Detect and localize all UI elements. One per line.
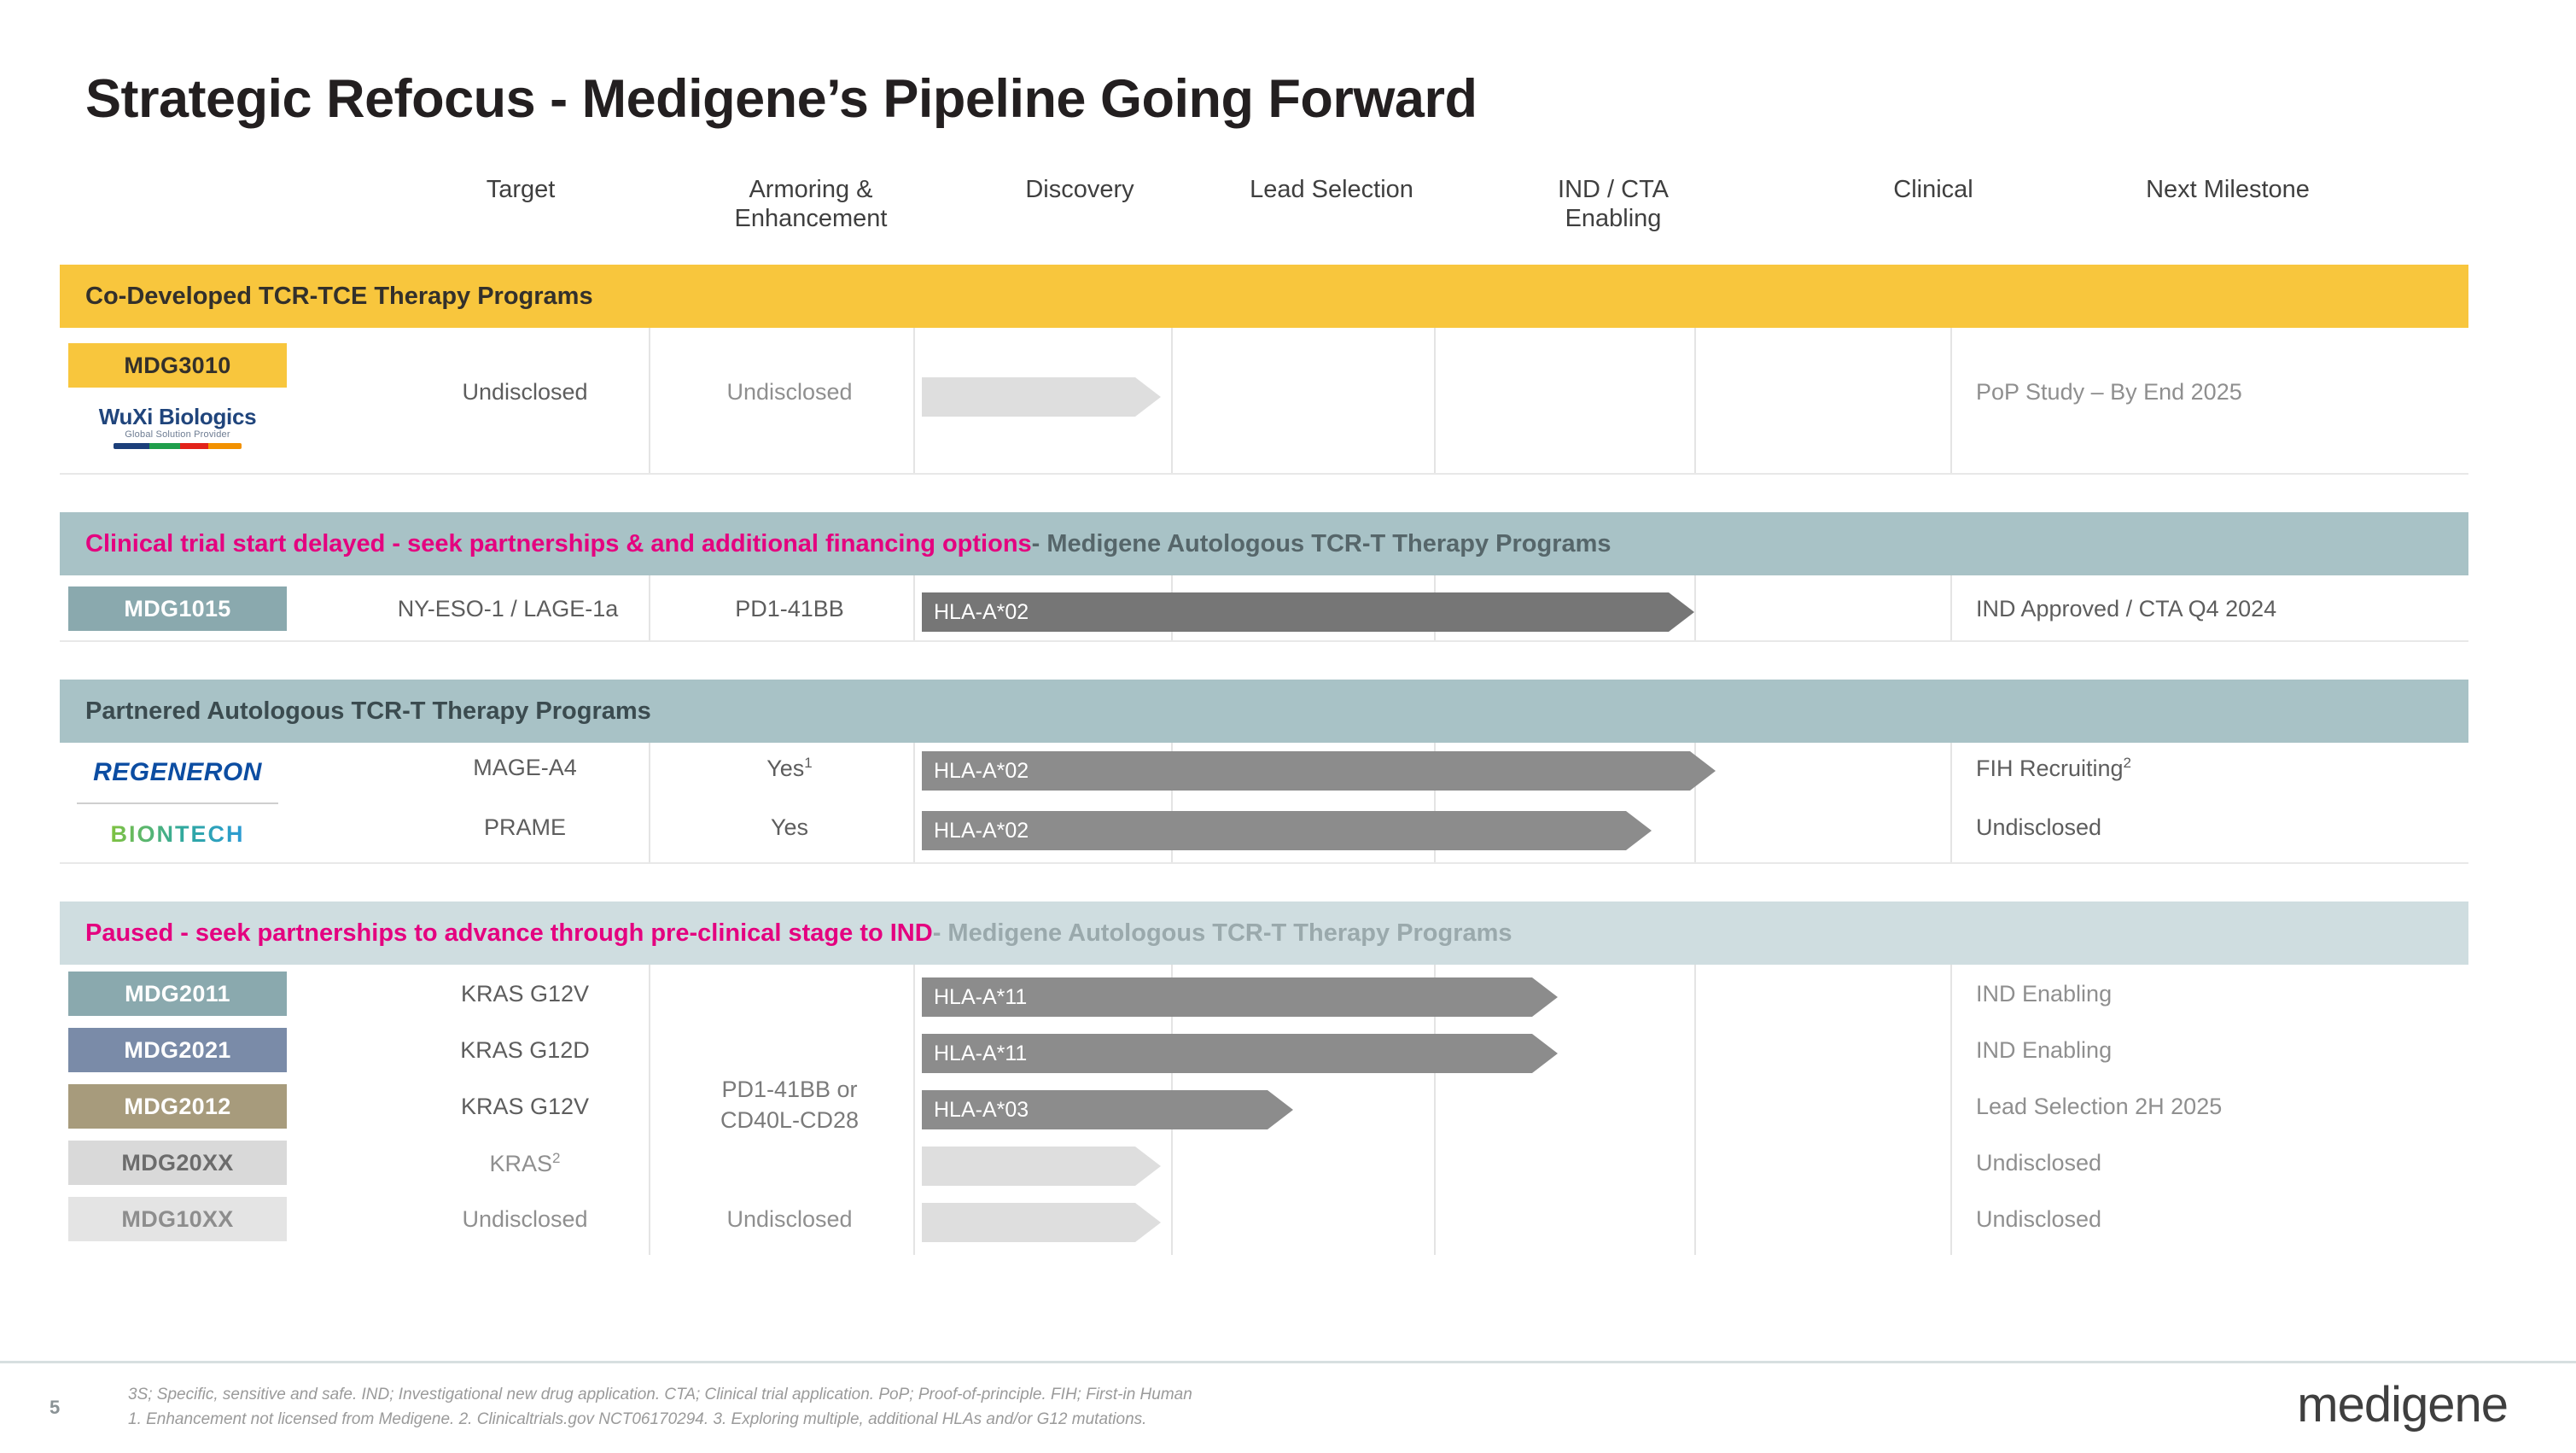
cell-armoring-regeneron [666, 755, 913, 782]
footnote-line-2: 1. Enhancement not licensed from Medigene. 2. Clinicaltrials.gov NCT06170294. 3. Exploring multiple, additional HLAs and/or G12 mutations. [128, 1409, 1147, 1428]
footnote-marker: 2 [552, 1150, 561, 1166]
progress-arrow-mdg2012 [922, 1090, 1293, 1129]
progress-arrow-label: HLA-A*02 [934, 759, 1029, 783]
progress-arrow-mdg1015 [922, 592, 1694, 632]
column-divider [1950, 965, 1952, 1255]
cell-milestone-biontech: Undisclosed [1976, 814, 2102, 840]
column-divider [913, 743, 915, 862]
medigene-logo: medigene [2297, 1377, 2508, 1433]
spacer [60, 864, 2468, 902]
cell-milestone-mdg2011: IND Enabling [1976, 981, 2113, 1007]
column-divider [1950, 743, 1952, 862]
biontech-logo [68, 808, 287, 861]
progress-arrow-label: HLA-A*02 [934, 819, 1029, 843]
cell-milestone-regeneron [1976, 755, 2131, 782]
program-tag-mdg2012[interactable]: MDG2012 [68, 1084, 287, 1129]
cell-milestone-regeneron-text: FIH Recruiting [1976, 756, 2124, 781]
cell-target-mdg20xx-text: KRAS [489, 1151, 553, 1176]
cell-target-mdg2021: KRAS G12D [460, 1037, 590, 1063]
cell-milestone-mdg2021: IND Enabling [1976, 1037, 2113, 1063]
cell-target-mdg2011: KRAS G12V [460, 981, 590, 1007]
section-body-paused [60, 965, 2468, 1255]
cell-armoring-mdg10xx: Undisclosed [726, 1206, 853, 1232]
program-tag-mdg1015[interactable]: MDG1015 [68, 586, 287, 631]
column-divider [1694, 328, 1696, 473]
wuxi-biologics-logo [68, 391, 287, 463]
cell-target-mdg20xx [401, 1150, 649, 1177]
cell-milestone-mdg20xx: Undisclosed [1976, 1150, 2102, 1176]
wuxi-logo-text: WuXi Biologics [98, 403, 257, 429]
progress-arrow-mdg2021 [922, 1034, 1558, 1073]
section-body-partnered [60, 743, 2468, 864]
progress-arrow-label: HLA-A*03 [934, 1098, 1029, 1122]
column-header-armoring [691, 176, 930, 233]
column-header-armoring-line1: Armoring & [749, 176, 873, 203]
cell-target-biontech: PRAME [483, 814, 567, 840]
cell-milestone-mdg1015: IND Approved / CTA Q4 2024 [1976, 596, 2277, 621]
page-title: Strategic Refocus - Medigene’s Pipeline Going Forward [85, 69, 1477, 129]
section-body-co-developed [60, 328, 2468, 475]
progress-arrow-mdg10xx [922, 1203, 1161, 1242]
wuxi-logo-tagline: Global Solution Provider [125, 429, 230, 440]
cell-armoring-shared-line2: CD40L-CD28 [720, 1107, 860, 1134]
column-header-ind-cta [1511, 176, 1716, 233]
progress-arrow-label: HLA-A*02 [934, 600, 1029, 624]
progress-arrow-mdg3010 [922, 377, 1161, 417]
section-band-paused-alert: Paused - seek partnerships to advance through pre-clinical stage to IND [85, 919, 933, 947]
section-band-delayed-alert: Clinical trial start delayed - seek partnerships & and additional financing options [85, 529, 1032, 557]
cell-target-mdg1015: NY-ESO-1 / LAGE-1a [397, 596, 619, 621]
cell-target-regeneron: MAGE-A4 [473, 755, 577, 780]
footer-divider [0, 1361, 2576, 1363]
column-header-target: Target [486, 176, 556, 203]
progress-arrow-mdg20xx [922, 1147, 1161, 1186]
column-divider [649, 743, 650, 862]
section-band-co-developed-title: Co-Developed TCR-TCE Therapy Programs [85, 282, 593, 310]
progress-arrow-label: HLA-A*11 [934, 1042, 1028, 1065]
regeneron-logo [68, 746, 287, 799]
cell-armoring-mdg3010: Undisclosed [726, 379, 853, 405]
logo-divider [77, 802, 278, 804]
program-tag-mdg2021[interactable]: MDG2021 [68, 1028, 287, 1072]
progress-arrow-biontech [922, 811, 1652, 850]
progress-arrow-regeneron [922, 751, 1716, 791]
column-divider [1694, 575, 1696, 640]
column-header-next-milestone: Next Milestone [2146, 176, 2310, 203]
column-divider [1694, 965, 1696, 1255]
cell-armoring-shared [666, 1074, 913, 1136]
column-header-clinical: Clinical [1893, 176, 1973, 203]
column-divider [1950, 328, 1952, 473]
spacer [60, 475, 2468, 512]
progress-arrow-label: HLA-A*11 [934, 985, 1028, 1009]
regeneron-logo-text: REGENERON [93, 758, 262, 786]
footnote-marker: 1 [804, 755, 813, 771]
spacer [60, 642, 2468, 680]
cell-target-mdg10xx: Undisclosed [462, 1206, 588, 1232]
progress-arrow-mdg2011 [922, 977, 1558, 1017]
program-tag-mdg10xx[interactable]: MDG10XX [68, 1197, 287, 1241]
column-header-ind-cta-line1: IND / CTA [1558, 176, 1669, 203]
cell-milestone-mdg2012: Lead Selection 2H 2025 [1976, 1094, 2223, 1119]
column-divider [1434, 328, 1436, 473]
section-band-delayed [60, 512, 2468, 575]
biontech-logo-text: BIONTECH [110, 820, 245, 847]
column-headers [60, 171, 2526, 236]
column-divider [1950, 575, 1952, 640]
footnote-line-1: 3S; Specific, sensitive and safe. IND; Investigational new drug application. CTA; Clinical trial application. PoP; Proof-of-principle. FIH; First-in Human [128, 1386, 1192, 1403]
section-band-paused [60, 902, 2468, 965]
pipeline-table [60, 265, 2468, 1255]
cell-target-mdg2012: KRAS G12V [460, 1094, 590, 1119]
section-band-co-developed [60, 265, 2468, 328]
section-band-partnered-title: Partnered Autologous TCR-T Therapy Programs [85, 697, 651, 725]
cell-target-mdg3010: Undisclosed [462, 379, 588, 405]
cell-armoring-regeneron-text: Yes [766, 756, 805, 781]
footnotes [128, 1383, 1192, 1432]
column-divider [1171, 328, 1173, 473]
column-divider [649, 965, 650, 1255]
cell-armoring-mdg1015: PD1-41BB [735, 596, 844, 621]
column-divider [913, 965, 915, 1255]
cell-armoring-biontech: Yes [770, 814, 809, 840]
column-header-ind-cta-line2: Enabling [1565, 204, 1662, 232]
column-divider [913, 575, 915, 640]
column-divider [649, 328, 650, 473]
section-band-paused-title: - Medigene Autologous TCR-T Therapy Programs [932, 919, 1512, 947]
cell-armoring-shared-line1: PD1-41BB or [721, 1077, 858, 1102]
cell-milestone-mdg3010: PoP Study – By End 2025 [1976, 379, 2242, 405]
program-tag-mdg2011[interactable]: MDG2011 [68, 972, 287, 1016]
wuxi-logo-bar [114, 443, 242, 449]
column-header-lead-selection: Lead Selection [1250, 176, 1413, 203]
section-body-delayed [60, 575, 2468, 642]
program-tag-mdg20xx[interactable]: MDG20XX [68, 1141, 287, 1185]
page-number: 5 [50, 1397, 61, 1418]
column-divider [913, 328, 915, 473]
footnote-marker: 2 [2123, 755, 2132, 771]
section-band-delayed-title: - Medigene Autologous TCR-T Therapy Programs [1031, 529, 1611, 557]
column-header-armoring-line2: Enhancement [734, 204, 888, 232]
program-tag-mdg3010[interactable]: MDG3010 [68, 343, 287, 388]
section-band-partnered [60, 680, 2468, 743]
cell-milestone-mdg10xx: Undisclosed [1976, 1206, 2102, 1232]
column-header-discovery: Discovery [1025, 176, 1134, 203]
